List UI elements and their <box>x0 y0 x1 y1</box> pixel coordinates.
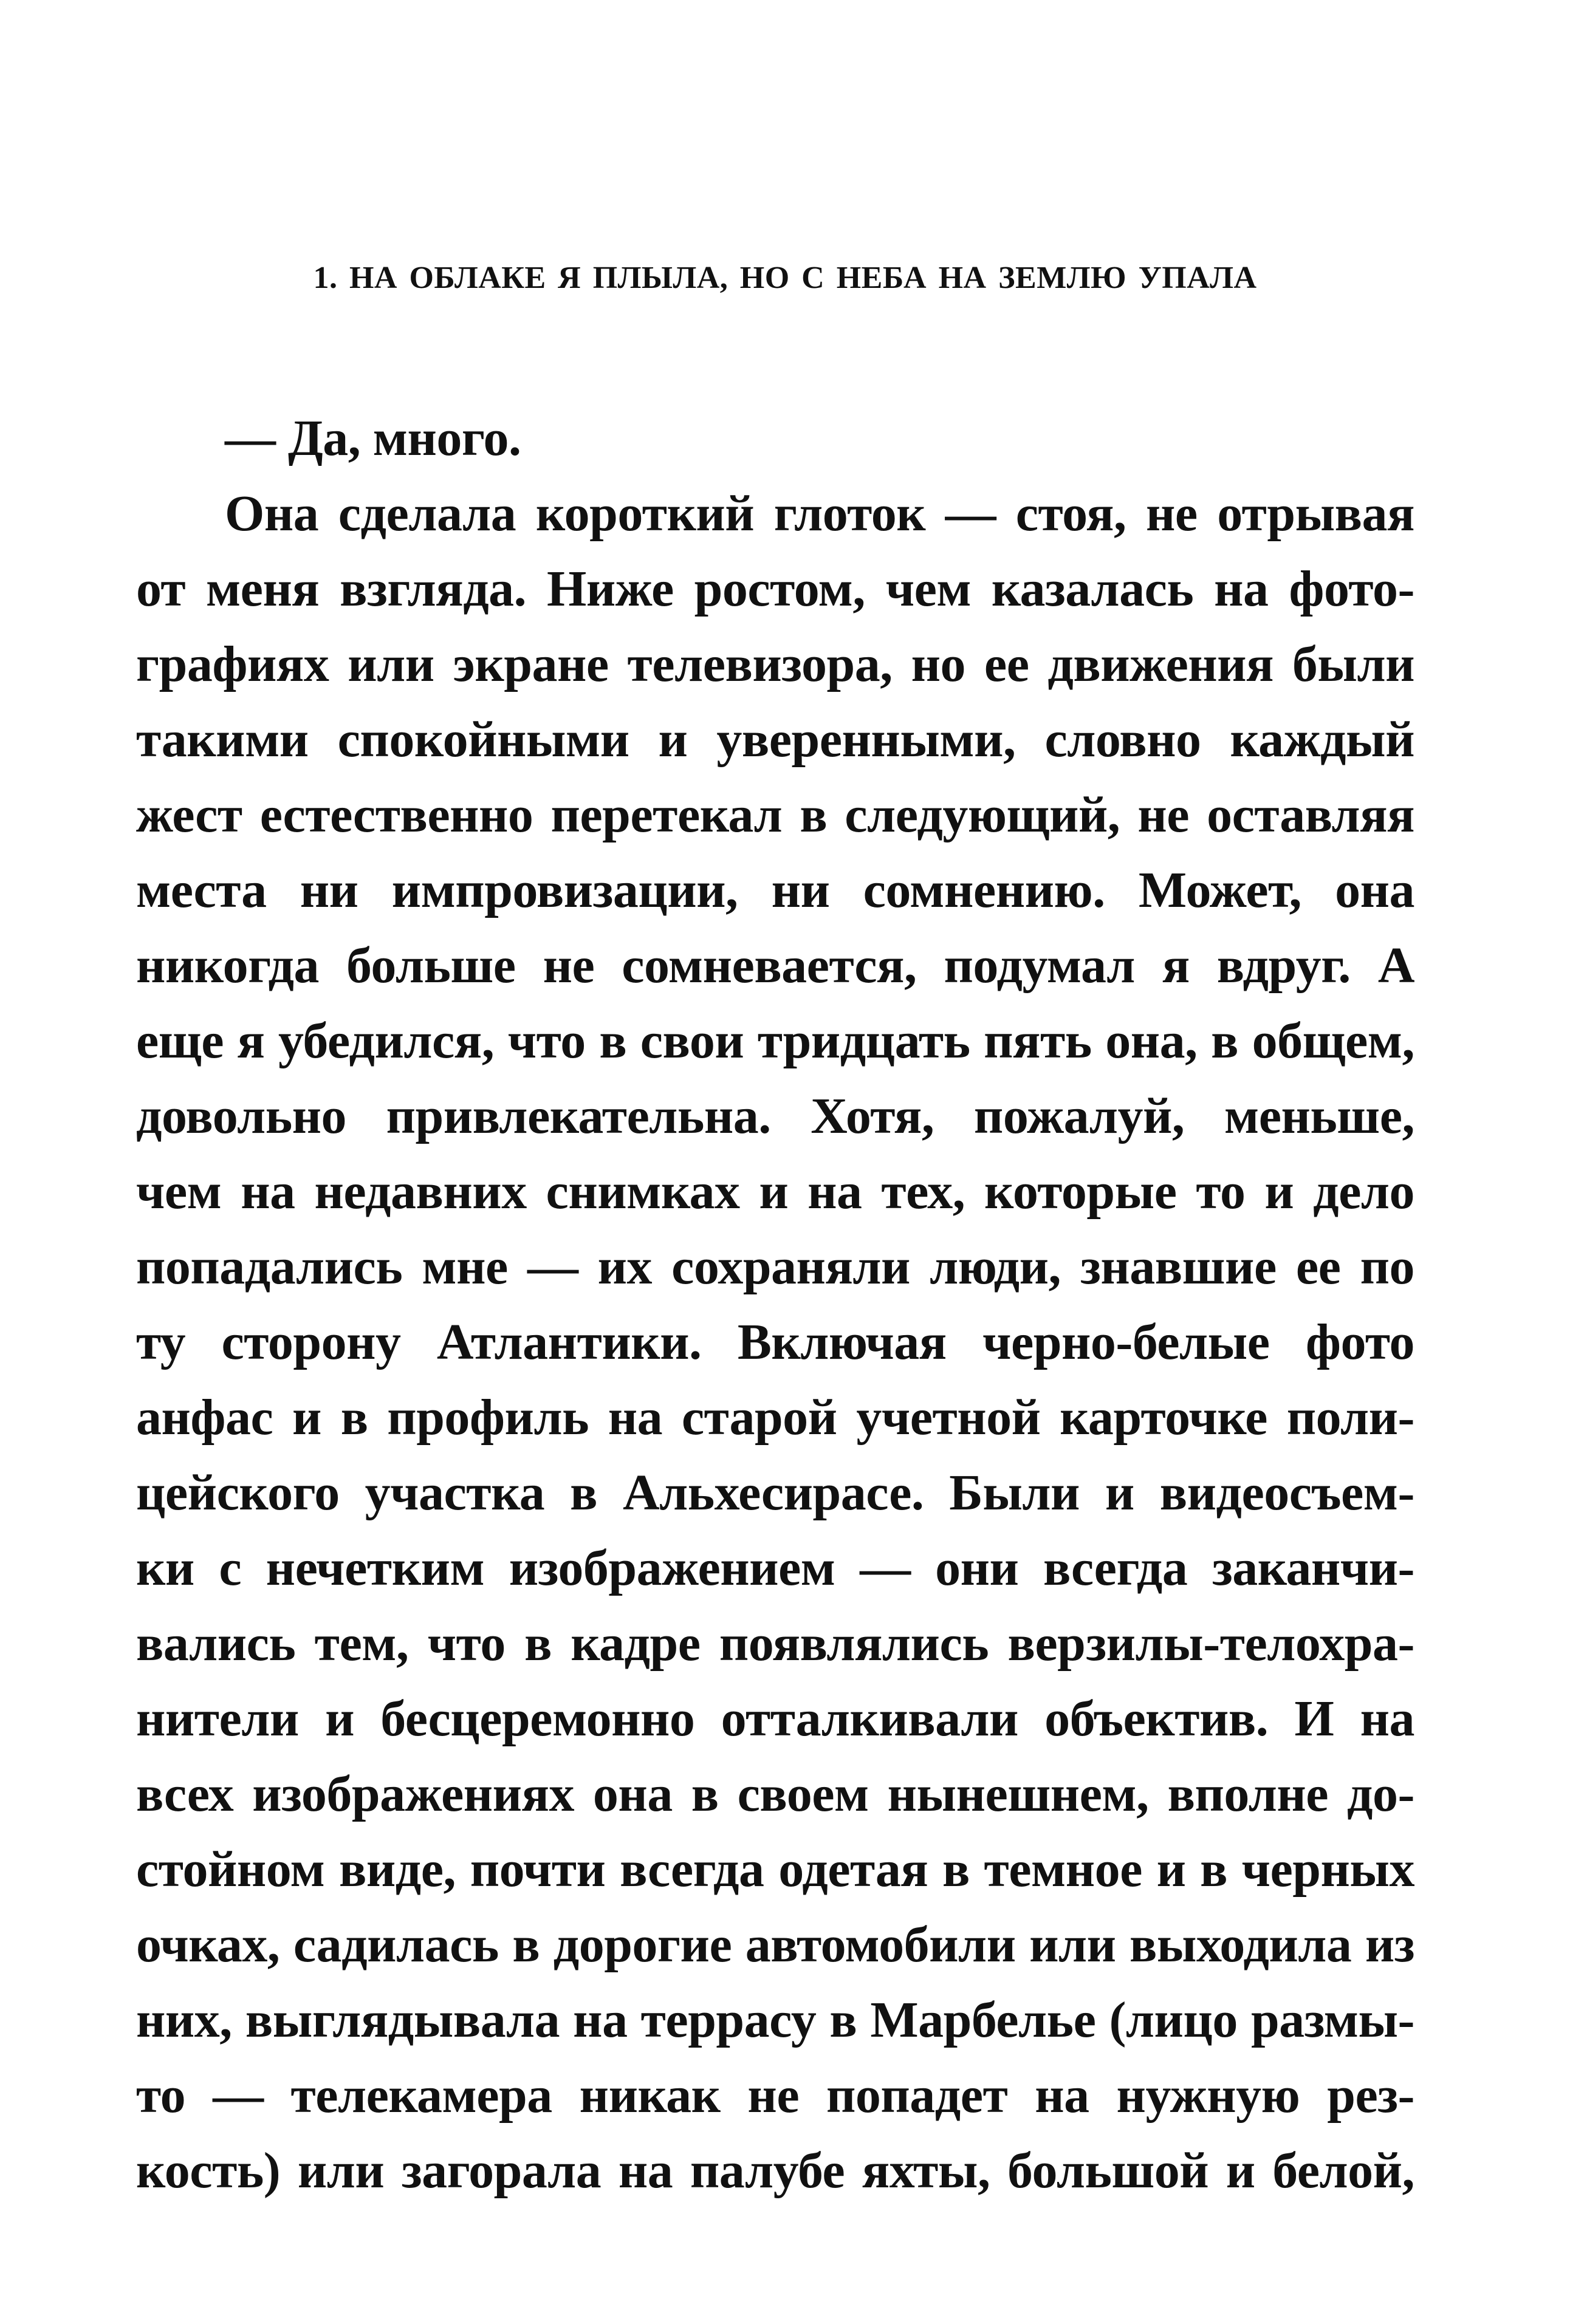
text-line: жест естественно перетекал в следующий, не оставляя <box>136 787 1414 843</box>
text-line: то — телекамера никак не попадет на нужную рез- <box>136 2067 1414 2124</box>
text-line: — Да, много. <box>225 410 521 467</box>
text-line: вались тем, что в кадре появлялись верзилы-телохра- <box>136 1615 1414 1672</box>
text-line: ки с нечетким изображением — они всегда заканчи- <box>136 1540 1414 1596</box>
text-line: очках, садилась в дорогие автомобили или выходила из <box>136 1916 1414 1973</box>
text-line: стойном виде, почти всегда одетая в темное и в черных <box>136 1841 1414 1898</box>
text-line: ту сторону Атлантики. Включая черно-белые фото <box>136 1314 1414 1370</box>
text-line: такими спокойными и уверенными, словно каждый <box>136 711 1414 768</box>
text-line: кость) или загорала на палубе яхты, большой и белой, <box>136 2142 1414 2199</box>
text-line: анфас и в профиль на старой учетной карточке поли- <box>136 1389 1414 1446</box>
text-line: чем на недавних снимках и на тех, которые то и дело <box>136 1163 1414 1220</box>
text-line: Она сделала короткий глоток — стоя, не отрывая <box>225 485 1414 542</box>
text-line: от меня взгляда. Ниже ростом, чем казалась на фото- <box>136 561 1414 617</box>
text-line: места ни импровизации, ни сомнению. Может, она <box>136 862 1414 918</box>
text-line: довольно привлекательна. Хотя, пожалуй, меньше, <box>136 1088 1414 1144</box>
text-line: еще я убедился, что в свои тридцать пять она, в общем, <box>136 1013 1414 1069</box>
body-text <box>136 401 1414 2209</box>
text-line: графиях или экране телевизора, но ее движения были <box>136 636 1414 692</box>
text-line: нители и бесцеремонно отталкивали объектив. И на <box>136 1690 1414 1747</box>
text-line: всех изображениях она в своем нынешнем, вполне до- <box>136 1766 1414 1822</box>
text-line: цейского участка в Альхесирасе. Были и видеосъем- <box>136 1464 1414 1521</box>
text-line: никогда больше не сомневается, подумал я вдруг. А <box>136 937 1414 994</box>
running-head: 1. НА ОБЛАКЕ Я ПЛЫЛА, НО С НЕБА НА ЗЕМЛЮ УПАЛА <box>313 261 1257 295</box>
text-line: них, выглядывала на террасу в Марбелье (лицо размы- <box>136 1992 1414 2048</box>
text-line: попадались мне — их сохраняли люди, знавшие ее по <box>136 1239 1414 1295</box>
